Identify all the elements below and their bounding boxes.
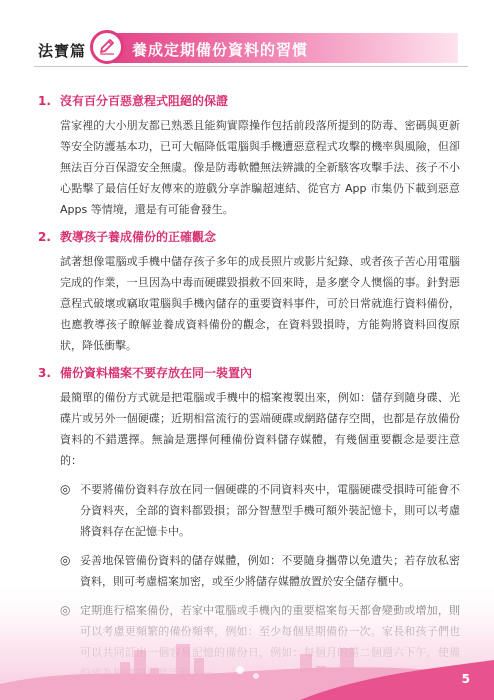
section-heading (38, 92, 460, 109)
section-heading-text: 沒有百分百惡意程式阻絕的保證 (60, 94, 229, 108)
page-number: 5 (461, 672, 470, 686)
section-2 (38, 228, 460, 356)
page-title: 養成定期備份資料的習慣 (132, 41, 309, 59)
section-paragraph: 當家裡的大小朋友都已熟悉且能夠實際操作包括前段落所提到的防毒、密碼與更新等安全防護基本功，已可大幅降低電腦與手機遭惡意程式攻擊的機率與風險，但卻無法百分百保證安全無虞。像是防毒軟體無法辨識的全新駭客攻擊手法、孩子不小心點擊了最信任好友傳來的遊戲分享詐騙超連結、從官方 App 市集仍下載到惡意 Apps 等情境，還是有可能會發生。 (60, 119, 460, 216)
list-item (60, 479, 460, 542)
section-number: 2. (38, 230, 51, 244)
section-heading (38, 228, 460, 245)
section-number: 1. (38, 94, 51, 108)
section-paragraph: 最簡單的備份方式就是把電腦或手機中的檔案複製出來，例如：儲存到隨身碟、光碟片或另外一個硬碟；近期相當流行的雲端硬碟或網路儲存空間，也都是存放備份資料的不錯選擇。無論是選擇何種備份資料儲存媒體，有幾個重要觀念是要注意的： (60, 391, 460, 467)
title-badge (92, 33, 458, 63)
bullet-mark: ◎ (60, 482, 71, 496)
bullet-mark: ◎ (60, 553, 71, 567)
section-heading (38, 364, 460, 381)
header-divider (34, 66, 468, 67)
pencil-icon (90, 30, 124, 64)
list-item-text: 妥善地保管備份資料的儲存媒體，例如：不要隨身攜帶以免遺失；若存放私密 (80, 554, 460, 567)
list-item-text: 不要將備份資料存放在同一個硬碟的不同資料夾中，電腦硬碟受損時可能會不分資料夾，全部的資料都毀損；部分智慧型手機可額外裝記憶卡，則可以考慮將資料存在記憶卡中。 (80, 483, 460, 538)
footer-illustration (0, 580, 494, 700)
section-tag: 法寶篇 (38, 42, 87, 60)
section-1 (38, 92, 460, 220)
section-heading-text: 教導孩子養成備份的正確觀念 (60, 230, 217, 244)
section-number: 3. (38, 366, 51, 380)
section-heading-text: 備份資料檔案不要存放在同一裝置內 (60, 366, 253, 380)
section-paragraph: 試著想像電腦或手機中儲存孩子多年的成長照片或影片紀錄、或者孩子苦心用電腦完成的作業，一旦因為中毒而硬碟毀損救不回來時，是多麼令人懊惱的事。針對惡意程式破壞或竊取電腦與手機內儲存的重要資料事件，可於日常就進行資料備份，也應教導孩子瞭解並養成資料備份的觀念，在資料毀損時，方能夠將資料回復原狀，降低衝擊。 (60, 255, 460, 352)
